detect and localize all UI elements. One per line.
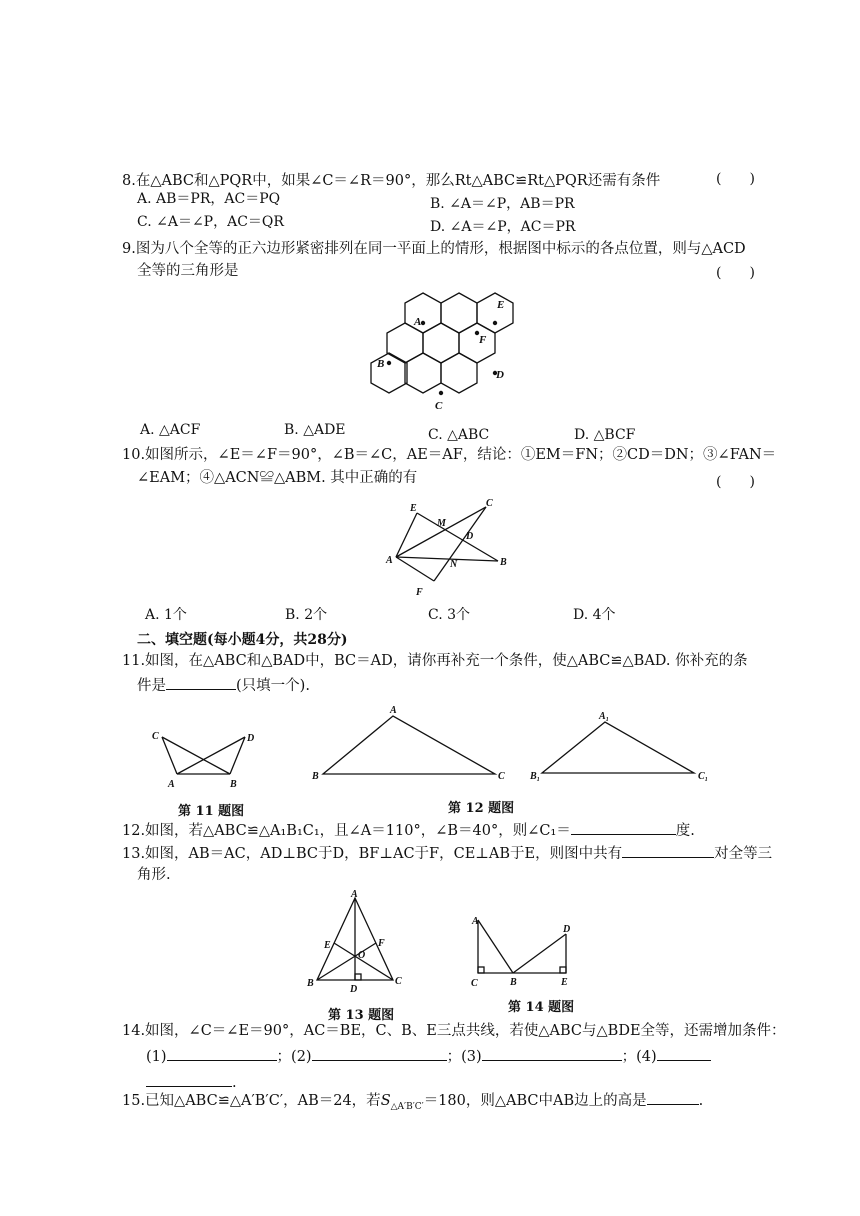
q15-area-symbol: S <box>380 1093 391 1109</box>
q8-option-b: B. ∠A＝∠P，AB＝PR <box>430 196 575 212</box>
q13-label-a: A <box>351 889 358 900</box>
q13-stem-suffix: 对全等三 <box>714 846 773 862</box>
q12-label-c: C <box>498 771 505 782</box>
q10-label-d: D <box>466 531 474 542</box>
q8-option-c: C. ∠A＝∠P，AC＝QR <box>137 214 284 230</box>
q9-option-a: A. △ACF <box>140 422 201 438</box>
q10-label-m: M <box>437 518 446 529</box>
q13-label-e: E <box>324 940 331 951</box>
q15-end: . <box>698 1093 704 1109</box>
q9-label-a: A <box>414 316 422 328</box>
q10-option-b: B. 2个 <box>285 607 328 623</box>
q13-label-c: C <box>395 976 402 987</box>
section-2-heading: 二、填空题(每小题4分，共28分) <box>137 632 348 648</box>
q10-option-d: D. 4个 <box>573 607 616 623</box>
q12-triangle-abc <box>305 700 515 785</box>
q10-label-a: A <box>386 555 393 566</box>
q9-label-b: B <box>377 358 385 370</box>
q14-figure <box>468 912 583 992</box>
q12-label-a: A <box>390 705 397 716</box>
q10-label-e: E <box>410 503 417 514</box>
q10-stem-line2: ∠EAM；④△ACN≌△ABM. 其中正确的有 <box>137 470 418 486</box>
q11-figure <box>150 725 260 790</box>
q11-stem-line2 <box>137 675 310 695</box>
q15-stem <box>122 1090 703 1116</box>
q11-stem-suffix: (只填一个). <box>236 678 310 694</box>
q10-figure <box>380 495 520 600</box>
q14-label-d: D <box>563 924 571 935</box>
q12-label-b: B <box>312 771 319 782</box>
q14-item-1-label: (1) <box>146 1049 167 1065</box>
q12-label-c1: C₁ <box>698 771 709 782</box>
q14-label-e: E <box>561 977 568 988</box>
q12-stem-prefix: 12.如图，若△ABC≌△A₁B₁C₁，且∠A＝110°，∠B＝40°，则∠C₁＝ <box>122 823 571 839</box>
q14-answers-row2 <box>146 1072 237 1092</box>
q10-stem-line1: 10.如图所示，∠E＝∠F＝90°，∠B＝∠C，AE＝AF，结论：①EM＝FN；②CD＝DN；③∠FAN＝ <box>122 447 777 463</box>
q14-caption: 第 14 题图 <box>508 1000 575 1015</box>
q11-label-d: D <box>247 733 255 744</box>
q12-answer-blank[interactable] <box>571 820 676 835</box>
q8-option-d: D. ∠A＝∠P，AC＝PR <box>430 219 576 235</box>
q10-label-b: B <box>500 557 507 568</box>
q9-label-c: C <box>435 400 443 412</box>
q9-answer-paren: ( ) <box>716 265 755 281</box>
q10-option-a: A. 1个 <box>145 607 187 623</box>
q14-answers-row <box>146 1046 711 1066</box>
q14-stem: 14.如图，∠C＝∠E＝90°，AC＝BE，C、B、E三点共线，若使△ABC与△BDE全等，还需增加条件： <box>122 1023 786 1039</box>
q9-hexagon-figure <box>370 285 520 415</box>
q11-stem-line1: 11.如图，在△ABC和△BAD中，BC＝AD，请你再补充一个条件，使△ABC≌△BAD. 你补充的条 <box>122 653 748 669</box>
q14-item-3-label: ；(3) <box>446 1049 482 1065</box>
q12-triangle-a1b1c1 <box>528 700 718 785</box>
q14-answer-blank-2[interactable] <box>312 1046 447 1061</box>
q13-label-o: O <box>358 950 366 961</box>
q14-answer-blank-3[interactable] <box>482 1046 622 1061</box>
q14-label-c: C <box>471 978 478 989</box>
q10-option-c: C. 3个 <box>428 607 471 623</box>
q13-stem-prefix: 13.如图，AB＝AC，AD⊥BC于D，BF⊥AC于F，CE⊥AB于E，则图中共有 <box>122 846 623 862</box>
q9-label-f: F <box>479 334 487 346</box>
q14-end: . <box>232 1075 237 1091</box>
q14-item-2-label: ；(2) <box>276 1049 312 1065</box>
q11-label-a: A <box>168 779 175 790</box>
q13-stem-line1 <box>122 843 772 863</box>
q9-label-e: E <box>497 299 505 311</box>
q10-label-c: C <box>486 498 493 509</box>
q12-caption: 第 12 题图 <box>448 801 515 816</box>
q14-label-a: A <box>472 916 479 927</box>
q14-answer-blank-1[interactable] <box>167 1046 277 1061</box>
q14-item-4-label: ；(4) <box>621 1049 657 1065</box>
q8-answer-paren: ( ) <box>716 171 755 187</box>
q9-stem-line1: 9.图为八个全等的正六边形紧密排列在同一平面上的情形，根据图中标示的各点位置，则与△ACD <box>122 241 746 257</box>
q14-label-b: B <box>510 977 517 988</box>
q11-label-b: B <box>230 779 237 790</box>
q11-caption: 第 11 题图 <box>178 804 245 819</box>
q11-stem-prefix: 件是 <box>137 678 166 694</box>
q9-option-c: C. △ABC <box>428 427 490 443</box>
q13-stem-line2: 角形. <box>137 867 171 883</box>
q9-option-b: B. △ADE <box>284 422 346 438</box>
q13-figure <box>305 888 405 993</box>
q14-answer-blank-4-cont[interactable] <box>146 1072 232 1087</box>
q12-label-b1: B₁ <box>530 771 541 782</box>
q15-stem-middle: ＝180，则△ABC中AB边上的高是 <box>423 1093 647 1109</box>
q13-answer-blank[interactable] <box>622 843 714 858</box>
q13-caption: 第 13 题图 <box>328 1008 395 1023</box>
q12-stem <box>122 820 695 840</box>
q10-answer-paren: ( ) <box>716 474 755 490</box>
q9-option-d: D. △BCF <box>574 427 636 443</box>
q15-stem-prefix: 15.已知△ABC≌△A′B′C′，AB＝24，若 <box>122 1093 381 1109</box>
q10-label-f: F <box>416 587 423 598</box>
q13-label-d: D <box>350 984 358 993</box>
q8-option-a: A. AB＝PR，AC＝PQ <box>137 191 281 207</box>
q12-stem-suffix: 度. <box>675 823 695 839</box>
q11-answer-blank[interactable] <box>166 675 236 690</box>
q8-stem: 8.在△ABC和△PQR中，如果∠C＝∠R＝90°，那么Rt△ABC≌Rt△PQR还需有条件 <box>122 173 661 189</box>
q13-label-b: B <box>307 978 314 989</box>
q13-label-f: F <box>378 938 385 949</box>
q14-answer-blank-4[interactable] <box>657 1046 711 1061</box>
q11-label-c: C <box>152 731 159 742</box>
q9-label-d: D <box>496 369 504 381</box>
hexagon-grid <box>371 293 513 393</box>
q15-answer-blank[interactable] <box>647 1090 699 1105</box>
q10-label-n: N <box>450 559 458 570</box>
q9-stem-line2: 全等的三角形是 <box>137 263 239 279</box>
q12-label-a1: A₁ <box>599 711 610 722</box>
q15-area-subscript: △A′B′C′ <box>390 1101 424 1112</box>
